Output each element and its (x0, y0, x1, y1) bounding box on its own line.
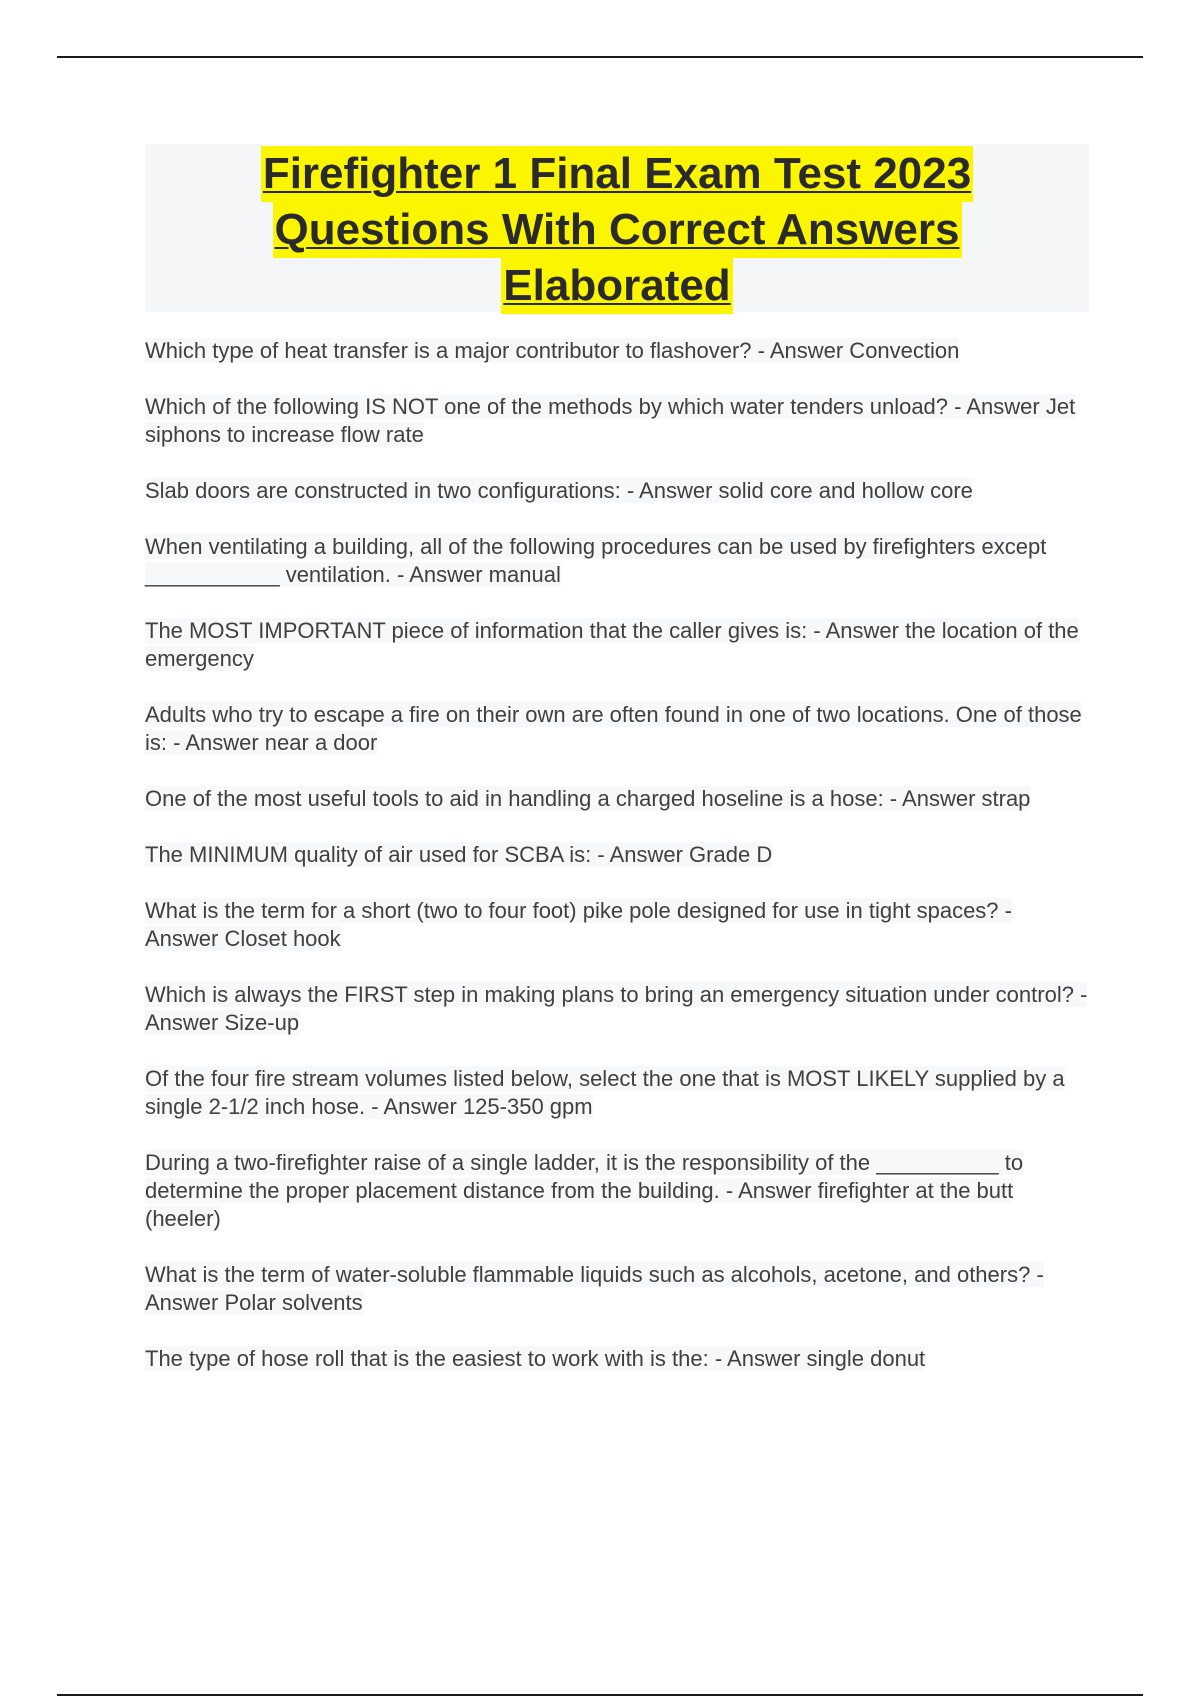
title-line-1: Firefighter 1 Final Exam Test 2023 (261, 146, 973, 202)
qa-item: Which is always the FIRST step in making plans to bring an emergency situation under control? - Answer Size-up (145, 982, 1088, 1035)
qa-item: During a two-firefighter raise of a single ladder, it is the responsibility of the __________ to determine the proper placement distance from the building. - Answer firefighter at the butt (heeler) (145, 1150, 1024, 1231)
qa-item: When ventilating a building, all of the following procedures can be used by firefighters except ___________ ventilation. - Answer manual (145, 534, 1047, 587)
qa-item: Slab doors are constructed in two configurations: - Answer solid core and hollow core (145, 478, 973, 503)
title-block (145, 144, 1089, 312)
title-line-2: Questions With Correct Answers (273, 202, 962, 258)
qa-item: Of the four fire stream volumes listed below, select the one that is MOST LIKELY supplied by a single 2-1/2 inch hose. - Answer 125-350 gpm (145, 1066, 1065, 1119)
qa-item: Which of the following IS NOT one of the methods by which water tenders unload? - Answer Jet siphons to increase flow rate (145, 394, 1076, 447)
title-line-3: Elaborated (501, 258, 732, 314)
top-rule (57, 56, 1143, 58)
qa-item: Which type of heat transfer is a major contributor to flashover? - Answer Convection (145, 338, 960, 363)
qa-item: What is the term for a short (two to four foot) pike pole designed for use in tight spaces? - Answer Closet hook (145, 898, 1012, 951)
qa-item: One of the most useful tools to aid in handling a charged hoseline is a hose: - Answer strap (145, 786, 1031, 811)
qa-item: The type of hose roll that is the easiest to work with is the: - Answer single donut (145, 1346, 926, 1371)
qa-list (145, 337, 1089, 1373)
qa-item: What is the term of water-soluble flammable liquids such as alcohols, acetone, and others? - Answer Polar solvents (145, 1262, 1044, 1315)
qa-item: Adults who try to escape a fire on their own are often found in one of two locations. One of those is: - Answer near a door (145, 702, 1082, 755)
bottom-rule (57, 1694, 1143, 1696)
qa-item: The MOST IMPORTANT piece of information that the caller gives is: - Answer the location of the emergency (145, 618, 1079, 671)
qa-item: The MINIMUM quality of air used for SCBA is: - Answer Grade D (145, 842, 773, 867)
